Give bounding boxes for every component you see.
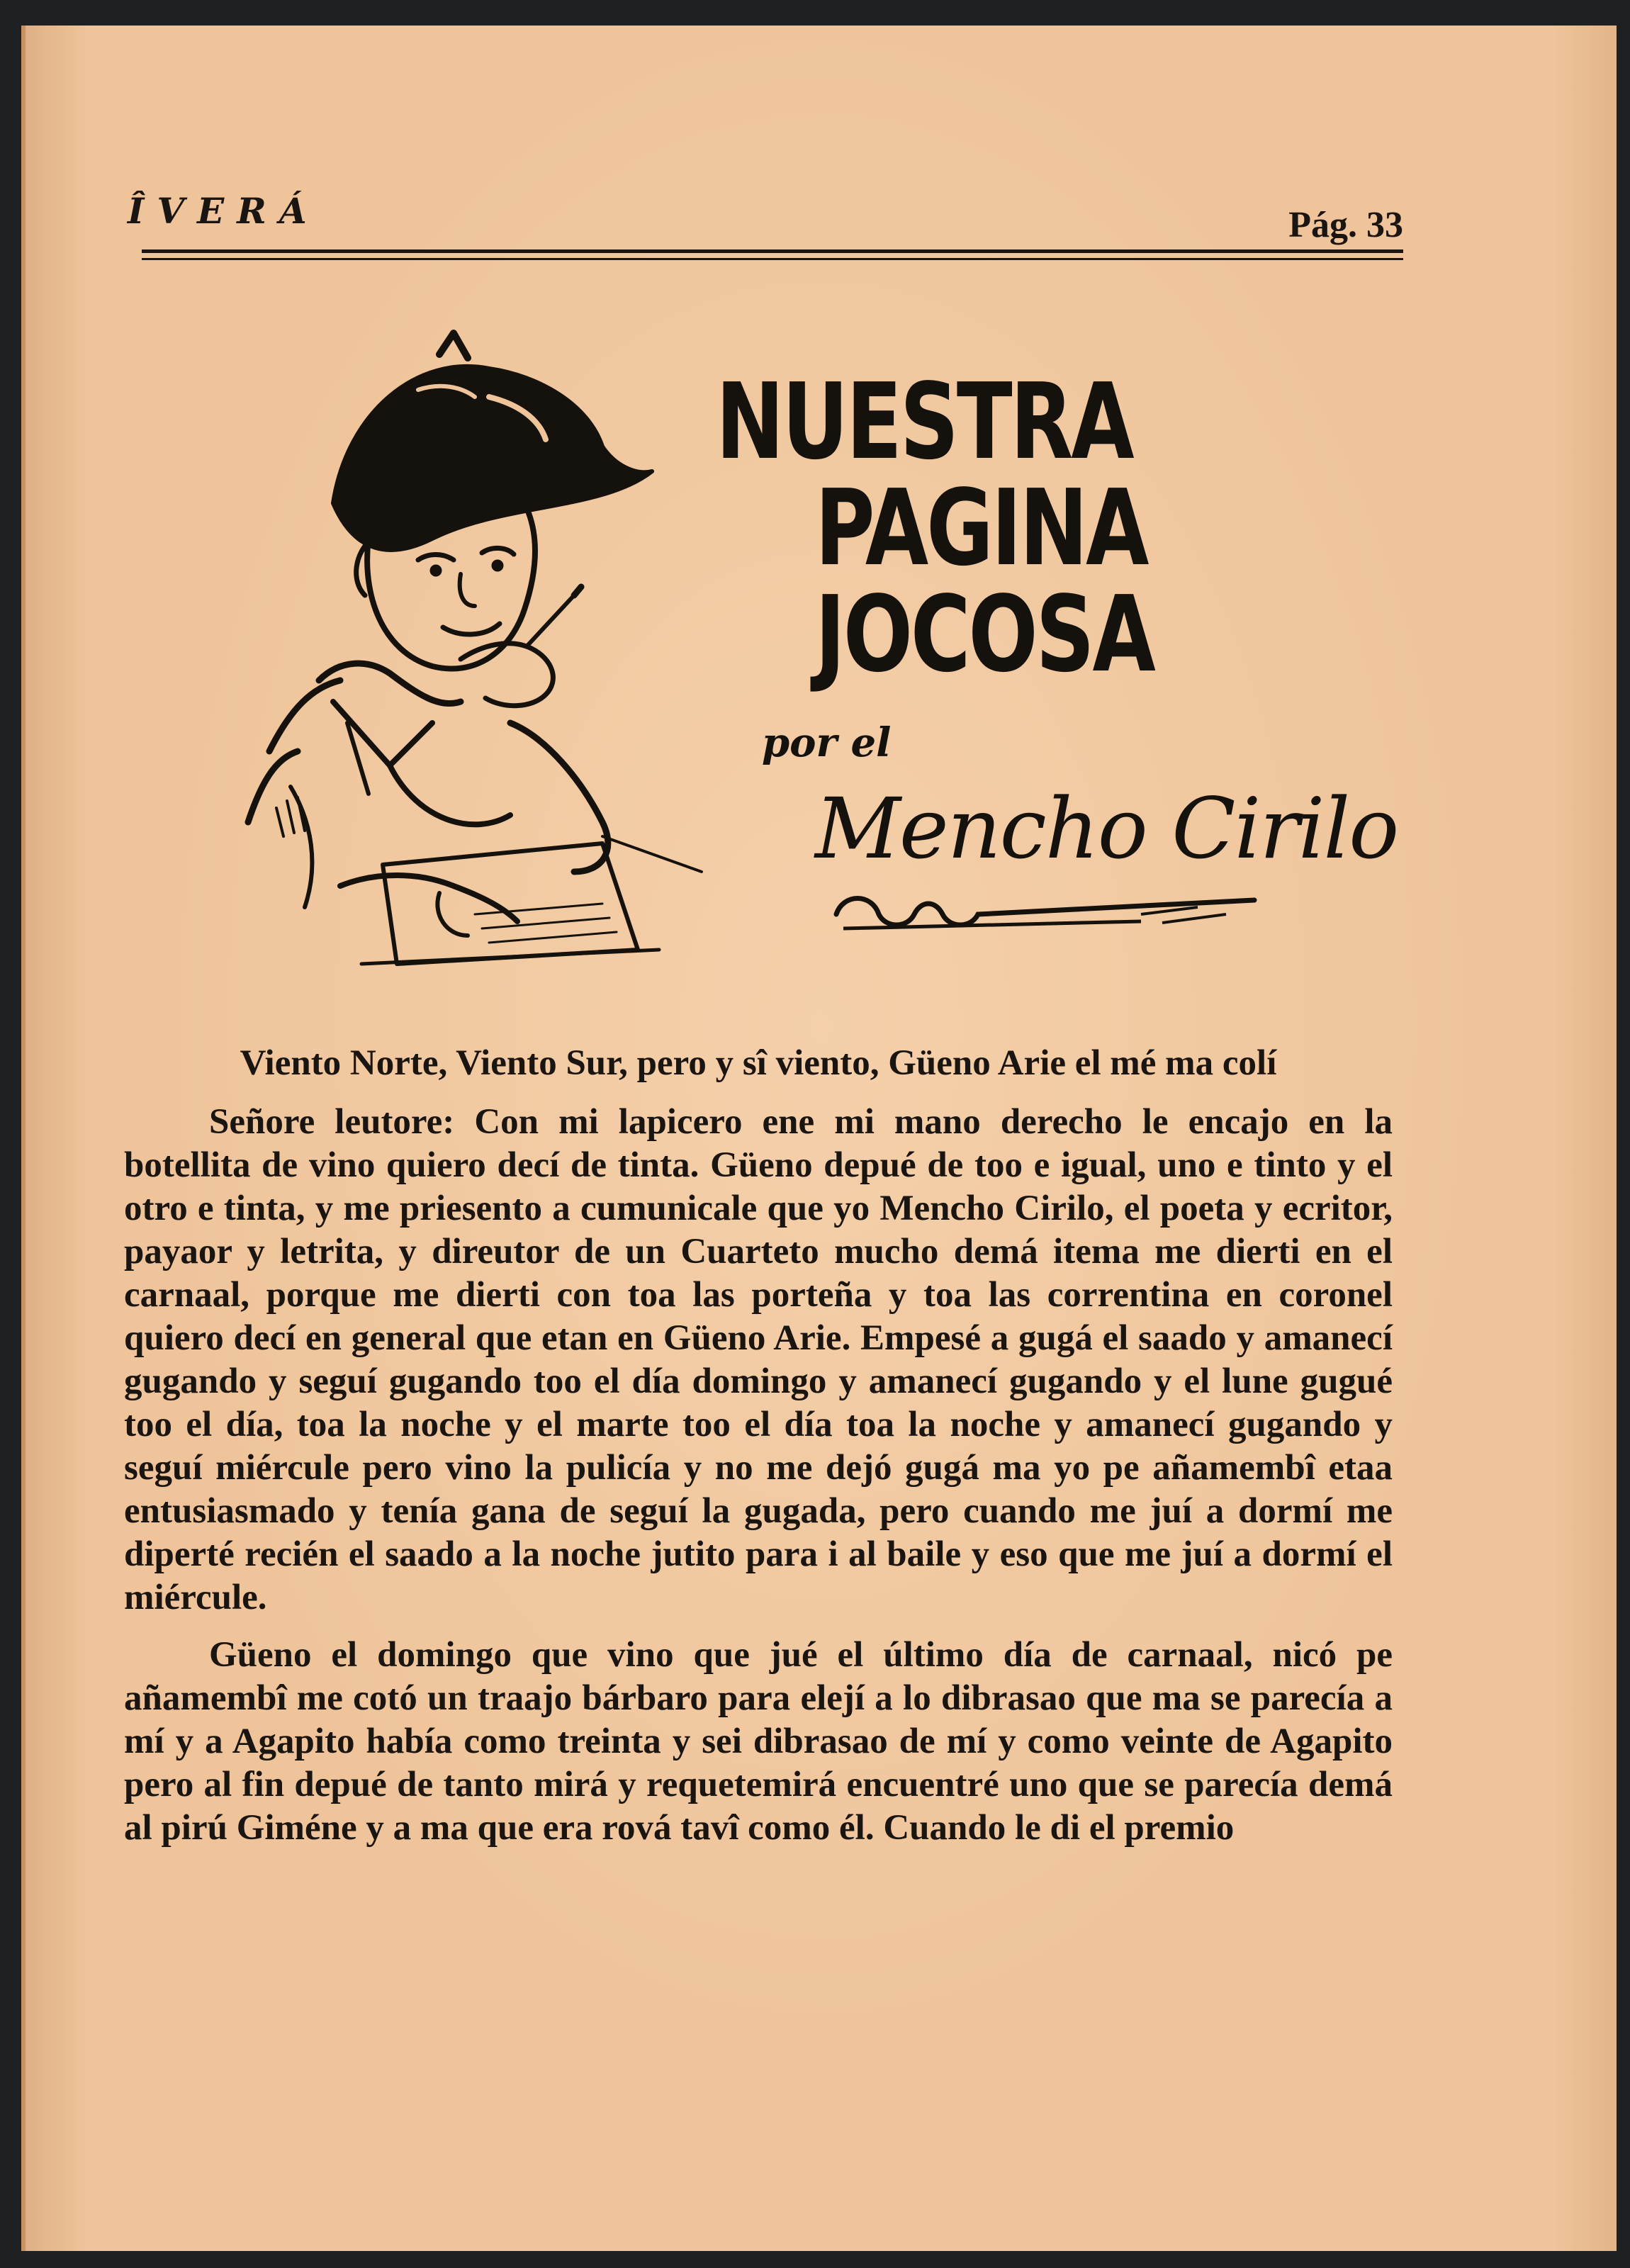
article-paragraph-2: Güeno el domingo que vino que jué el último día de carnaal, nicó pe añamembî me cotó un traajo bárbaro para elejí a lo dibrasao que ma se parecía a mí y a Agapito había como treinta y sei dibrasao de mí y como veinte de Agapito pero al fin depué de tanto mirá y requetemirá encuentré uno que se parecía demá al pirú Giméne y a ma que era rová tavî como él. Cuando le di el premio [124, 1635, 1393, 1848]
page-number: Pág. 33 [1288, 205, 1403, 245]
title-line-1: NUESTRA [716, 361, 1132, 483]
title-line-3: JOCOSA [815, 573, 1154, 695]
section-title [716, 361, 1212, 695]
article-epigraph: Viento Norte, Viento Sur, pero y sî viento, Güeno Arie el mé ma colí [240, 1043, 1277, 1083]
header-rule-thin [142, 258, 1403, 260]
header-rule-thick [142, 249, 1403, 253]
article-paragraph-1: Señore leutore: Con mi lapicero ene mi mano derecho le encajo en la botellita de vino quiero decí de tinta. Güeno depué de too e igual, uno e tinto y el otro e tinta, y me priesento a cumunicale que yo Mencho Cirilo, el poeta y ecritor, payaor y letrita, y direutor de un Cuarteto mucho demá itema me dierti en el carnaal, porque me dierti con toa las porteña y toa las correntina en coronel quiero decí en general que etan en Güeno Arie. Empesé a gugá el saado y amanecí gugando y seguí gugando too el día domingo y amanecí gugando y el lune gugué too el día, toa la noche y el marte too el día toa la noche y amanecí gugando y seguí miércule pero vino la pulicía y no me dejó gugá ma yo pe añamembî etaa entusiasmado y tenía gana de seguí la gugada, pero cuando me juí a dormí me diperté recién el saado a la noche jutito para i al baile y eso que me juí a dormí el miércule. [124, 1102, 1393, 1617]
author-signature: Mencho Cirilo [815, 780, 1398, 877]
boy-writing-illustration [206, 326, 751, 978]
hat-icon [333, 366, 652, 550]
page-header [128, 190, 1403, 245]
title-line-2: PAGINA [815, 467, 1147, 589]
byline: por el [762, 719, 892, 766]
magazine-name: ÎVERÁ [128, 190, 320, 232]
signature-flourish-icon [829, 879, 1269, 943]
article-body [124, 1042, 1393, 1864]
